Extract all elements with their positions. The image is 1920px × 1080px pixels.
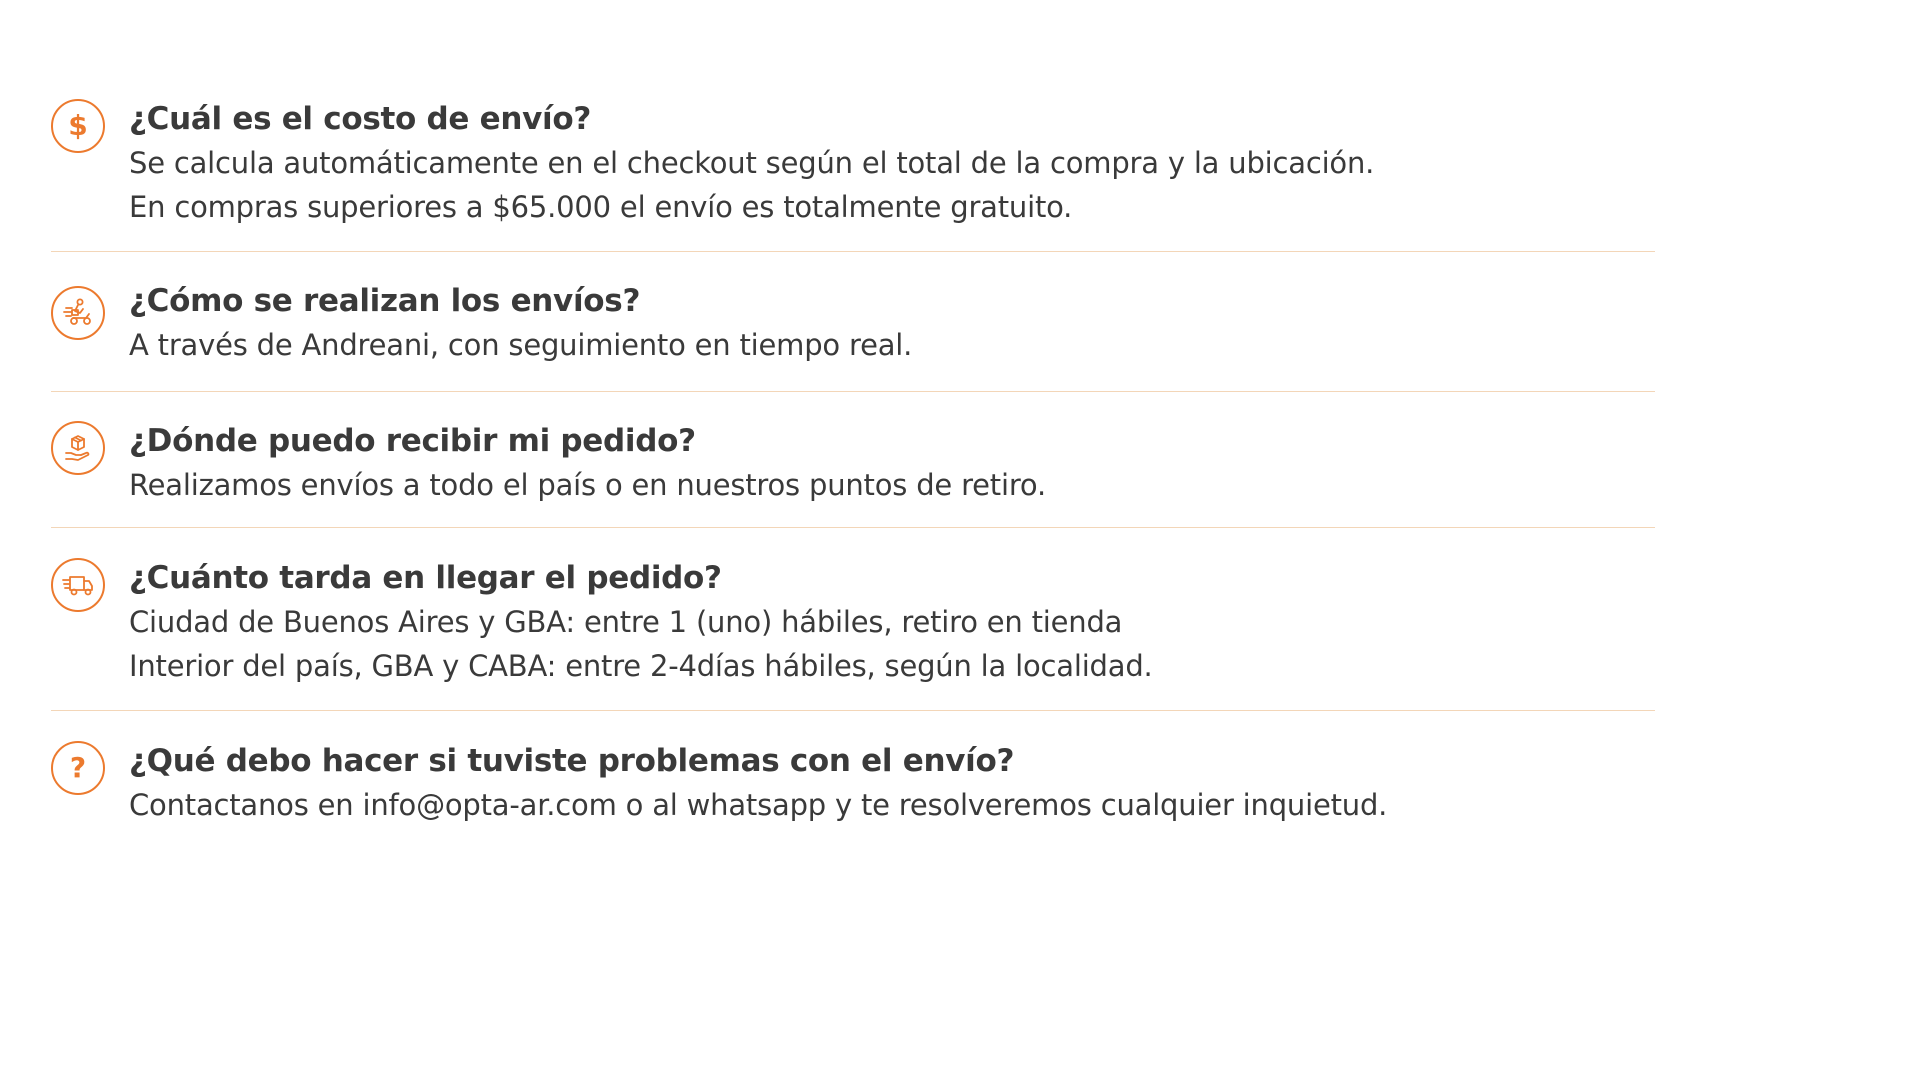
question-glyph: ? (69, 751, 87, 784)
faq-question: ¿Dónde puedo recibir mi pedido? (129, 423, 696, 459)
delivery-truck-icon (51, 558, 105, 612)
faq-item-shipping-problems (51, 711, 1655, 827)
faq-question: ¿Cuánto tarda en llegar el pedido? (129, 560, 722, 596)
faq-answer-line: A través de Andreani, con seguimiento en tiempo real. (129, 328, 913, 362)
faq-question: ¿Qué debo hacer si tuviste problemas con el envío? (129, 743, 1015, 779)
faq-answer-line: Interior del país, GBA y CABA: entre 2-4días hábiles, según la localidad. (129, 649, 1153, 683)
dollar-icon (51, 99, 105, 153)
faq-item-delivery-time (51, 528, 1655, 711)
delivery-motorbike-icon (51, 286, 105, 340)
question-mark-icon (51, 741, 105, 795)
shipping-faq-list (51, 95, 1655, 827)
faq-answer-line: Ciudad de Buenos Aires y GBA: entre 1 (uno) hábiles, retiro en tienda (129, 605, 1123, 639)
faq-answer-line: En compras superiores a $65.000 el envío es totalmente gratuito. (129, 190, 1073, 224)
faq-item-shipping-cost (51, 95, 1655, 252)
faq-question: ¿Cómo se realizan los envíos? (129, 283, 641, 319)
faq-item-shipping-method (51, 252, 1655, 392)
package-hand-icon (51, 421, 105, 475)
dollar-glyph: $ (68, 109, 88, 142)
faq-answer-line: Realizamos envíos a todo el país o en nuestros puntos de retiro. (129, 468, 1046, 502)
faq-question: ¿Cuál es el costo de envío? (129, 101, 592, 137)
faq-item-delivery-location (51, 392, 1655, 528)
faq-answer-line: Contactanos en info@opta-ar.com o al whatsapp y te resolveremos cualquier inquietud. (129, 788, 1388, 822)
faq-answer-line: Se calcula automáticamente en el checkout según el total de la compra y la ubicación. (129, 146, 1375, 180)
